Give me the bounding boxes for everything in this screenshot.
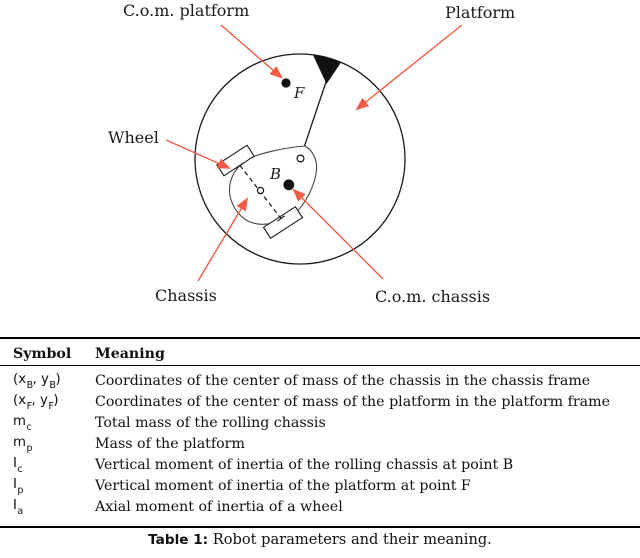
- arrow-com-chassis: [294, 190, 383, 279]
- table-row: [0, 370, 640, 391]
- symbol-cell: ($x_B$, $y_B$): [13, 371, 61, 392]
- table-body: [0, 366, 640, 526]
- symbol-cell: $I_p$: [13, 476, 24, 497]
- symbol-cell: ($x_F$, $y_F$): [13, 392, 59, 413]
- arrow-platform: [357, 25, 462, 109]
- point-b-label: B: [270, 165, 282, 183]
- wheel-label: Wheel: [108, 128, 159, 147]
- meaning-cell: Mass of the platform: [95, 435, 245, 452]
- platform-label: Platform: [445, 3, 516, 22]
- symbol-cell: $m_c$: [13, 413, 32, 434]
- table-row: [0, 391, 640, 412]
- point-f-label: F: [294, 84, 305, 102]
- table-row: [0, 496, 640, 517]
- caption-label: Table 1:: [148, 532, 209, 548]
- meaning-cell: Coordinates of the center of mass of the platform in the platform frame: [95, 393, 610, 410]
- arrow-com-platform: [221, 25, 282, 78]
- meaning-cell: Vertical moment of inertia of the rolling chassis at point B: [95, 456, 514, 473]
- heading-wedge: [313, 55, 341, 84]
- parameters-table: [0, 337, 640, 528]
- hinge-circle: [297, 155, 304, 162]
- arrow-wheel: [166, 140, 229, 168]
- symbol-cell: $m_p$: [13, 434, 33, 455]
- meaning-cell: Coordinates of the center of mass of the chassis in the chassis frame: [95, 372, 591, 389]
- meaning-cell: Total mass of the rolling chassis: [95, 414, 326, 431]
- axle-midpoint-circle: [257, 187, 263, 193]
- symbol-cell: $I_c$: [13, 455, 23, 476]
- com-chassis-label: C.o.m. chassis: [375, 287, 491, 306]
- header-meaning: Meaning: [95, 345, 165, 362]
- callout-arrows: [166, 25, 462, 281]
- table-header-row: [0, 339, 640, 366]
- table-caption: [0, 531, 640, 548]
- symbol-cell: $I_a$: [13, 497, 24, 518]
- com-platform-dot: [281, 78, 290, 87]
- chassis-label: Chassis: [155, 286, 217, 305]
- table-row: [0, 454, 640, 475]
- table-row: [0, 412, 640, 433]
- table-row: [0, 475, 640, 496]
- arrow-chassis: [198, 199, 247, 281]
- com-chassis-dot: [283, 179, 294, 190]
- meaning-cell: Axial moment of inertia of a wheel: [95, 498, 343, 515]
- table-row: [0, 433, 640, 454]
- caption-text: Robot parameters and their meaning.: [208, 531, 492, 548]
- com-platform-label: C.o.m. platform: [123, 1, 250, 20]
- header-symbol: Symbol: [13, 345, 72, 362]
- meaning-cell: Vertical moment of inertia of the platform at point F: [95, 477, 471, 494]
